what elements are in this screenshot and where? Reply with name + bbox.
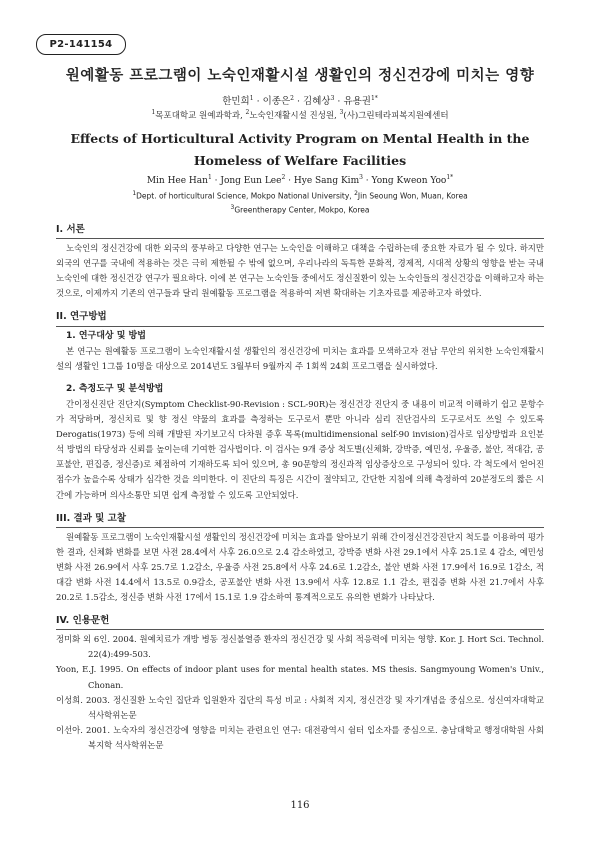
- author-separator: ·: [285, 176, 294, 186]
- paper-body: [56, 222, 544, 753]
- affil-mark: 2: [354, 190, 358, 197]
- section-divider: [56, 629, 544, 630]
- introduction-paragraph: 노숙인의 정신건강에 대한 외국의 풍부하고 다양한 연구는 노숙인을 이해하고 대책을 수립하는데 중요한 자료가 될 수 있다. 하지만 외국의 연구를 국내에 적용하는 것은 극히 제한될 수 밖에 없으며, 우리나라의 독특한 문화적, 경제적, 시대적 상황의 영향을 받는 국내 노숙인에 대한 정신건강 연구가 필요하다. 이에 본 연구는 노숙인들 중에서도 정신질환이 있는 노숙인들의 정신건강을 이해하고자 하는 것으로, 이제까지 기존의 연구들과 달리 원예활동 프로그램을 적용하여 저변 확대하는 기초자료를 제공하고자 하였다.: [56, 243, 544, 299]
- author-affil-mark: 1: [207, 174, 212, 181]
- section-divider: [56, 238, 544, 239]
- section-heading-introduction: I. 서론: [56, 224, 85, 235]
- measurement-paragraph: 간이정신진단 진단지(Symptom Checklist-90-Revision : SCL-90R)는 정신건강 진단지 중 내용이 비교적 이해하기 쉽고 문항수가 적당하며, 정신치료 및 향 정신 약물의 효과를 측정하는 도구로서 뿐만 아니라 심리 진단검사의 도구로서도 쓰일 수 있도록 Derogatis(1973) 등에 의해 개발된 자기보고식 다차원 증후 목록(multidimensional self-90 invision)검사로 임상방법과 요인분석 방법의 타당성과 신뢰를 높이는데 기여한 검사법이다. 이 검사는 9개 증상 척도별(신체화, 강박증, 예민성, 우울증, 불안, 적대감, 공포불안, 편집증, 정신증)로 체점하여 기재하도록 되어 있으며, 총 90문항의 정신과적 임상증상으로 구성되어 있다. 각 척도에서 얻어진 점수가 높을수록 상태가 심각한 것을 의미한다. 이 진단의 특징은 시간이 절약되고, 간단한 지침에 의해 측정하여 20분정도의 짧은 시간에 가능하며 의사소통만 되면 쉽게 측정할 수 있도록 고안되었다.: [56, 398, 544, 500]
- authors-english: [0, 174, 600, 186]
- affil-mark: 2: [245, 109, 250, 117]
- reference-item: Yoon, E.J. 1995. On effects of indoor plant uses for mental health states. MS thesis. Sangmyoung Women's Univ., Chonan.: [56, 664, 544, 690]
- author-affil-mark: 1: [249, 94, 254, 102]
- author-separator: ·: [293, 96, 304, 107]
- author-name: Yong Kweon Yoo: [371, 176, 447, 186]
- affiliation: Greentherapy Center, Mokpo, Korea: [234, 205, 370, 214]
- section-heading-methods: II. 연구방법: [56, 311, 107, 323]
- author-affil-mark: 1*: [370, 94, 378, 102]
- affiliation: Jin Seoung Won, Muan, Korea: [357, 191, 468, 201]
- results-paragraph: 원예활동 프로그램이 노숙인재활시설 생활인의 정신건강에 미치는 효과를 알아보기 위해 간이정신건강진단지 척도를 이용하여 평가한 결과, 신체화 변화를 보면 사전 28.4에서 사후 26.0으로 2.4 감소하였고, 강박증 변화 사전 29.1에서 사후 25.1로 4 감소, 예민성 변화 사전 26.9에서 사후 25.7로 1.2감소, 우울증 사전 25.8에서 사후 24.6로 1.2감소, 불안 변화 사전 17.9에서 16.9로 1감소, 적대감 변화 사전 14.4에서 13.5로 0.9감소, 공포불안 변화 사전 13.9에서 사후 12.8로 1.1 감소, 편집증 변화 사전 21.7에서 사후 20.2로 1.5감소, 정신증 변화 사전 17에서 15.1로 1.9 감소하여 통계적으로도 유의한 변화가 나타났다.: [56, 531, 544, 603]
- author-name: Hye Sang Kim: [293, 176, 360, 186]
- author-affil-mark: 2: [290, 94, 294, 102]
- author-affil-mark: 1*: [446, 174, 454, 181]
- affil-mark: 3: [339, 109, 344, 117]
- author-name: 이종은: [262, 96, 291, 107]
- subsection-heading-measurement: 2. 측정도구 및 분석방법: [66, 383, 164, 394]
- affiliation: Dept. of horticultural Science, Mokpo National University,: [136, 191, 355, 201]
- author-name: Min Hee Han: [146, 176, 208, 186]
- author-affil-mark: 2: [281, 174, 286, 181]
- title-english: Effects of Horticultural Activity Program on Mental Health in the Homeless of Welfare Facilities: [70, 131, 530, 168]
- author-separator: ·: [211, 176, 221, 186]
- authors-korean: [0, 93, 600, 107]
- author-name: 김혜상: [303, 96, 331, 107]
- affil-mark: 3: [230, 203, 235, 211]
- author-name: Jong Eun Lee: [220, 176, 282, 186]
- author-separator: ·: [253, 96, 263, 107]
- section-heading-results: III. 결과 및 고찰: [56, 512, 127, 524]
- section-divider: [56, 326, 544, 327]
- affil-mark: 1: [151, 109, 156, 117]
- author-affil-mark: 3: [359, 174, 363, 181]
- section-heading-references: IV. 인용문헌: [56, 615, 110, 627]
- author-separator: ·: [334, 96, 344, 107]
- subsection-heading-subjects: 1. 연구대상 및 방법: [66, 330, 146, 341]
- author-separator: ·: [362, 176, 372, 186]
- reference-item: 정미화 외 6인. 2004. 원예치료가 개방 병동 정신불열증 환자의 정신건강 및 사회 적응력에 미치는 영향. Kor. J. Hort Sci. Technol. 22(4):499-503.: [56, 634, 544, 660]
- abstract-id-badge: P2-141154: [36, 34, 126, 55]
- section-divider: [56, 527, 544, 528]
- reference-item: 이선아. 2001. 노숙자의 정신건강에 영향을 미치는 관련요인 연구: 대전광역시 쉼터 입소자를 중심으로. 충남대학교 행정대학원 사회복지학 석사학위논문: [56, 724, 544, 750]
- affiliation: (사)그린테라피복지원예센터: [343, 111, 449, 121]
- affil-mark: 1: [132, 190, 137, 197]
- affiliations-korean: [0, 109, 600, 121]
- affiliation: 목포대학교 원예과학과,: [155, 111, 246, 121]
- title-korean: 원예활동 프로그램이 노숙인재활시설 생활인의 정신건강에 미치는 영향: [65, 67, 535, 84]
- affiliations-english: [0, 188, 600, 215]
- affiliation: 노숙인재활시설 진성원,: [249, 111, 340, 121]
- reference-item: 이성희. 2003. 정신질환 노숙인 집단과 입원환자 집단의 특성 비교 : 사회적 지지, 정신건강 및 자기개념을 중심으로. 성신여자대학교 석사학위논문: [56, 694, 544, 720]
- author-affil-mark: 3: [330, 94, 335, 102]
- page-number: 116: [290, 800, 310, 811]
- author-name: 유용권: [343, 96, 371, 107]
- author-name: 한민희: [222, 96, 250, 107]
- subjects-paragraph: 본 연구는 원예활동 프로그램이 노숙인재활시설 생활인의 정신건강에 미치는 효과를 모색하고자 전남 무안의 위치한 노숙인재활시설의 생활인 1그룹 10명을 대상으로 2014년도 3월부터 9월까지 주 1회씩 24회 프로그램을 실시하였다.: [56, 345, 544, 371]
